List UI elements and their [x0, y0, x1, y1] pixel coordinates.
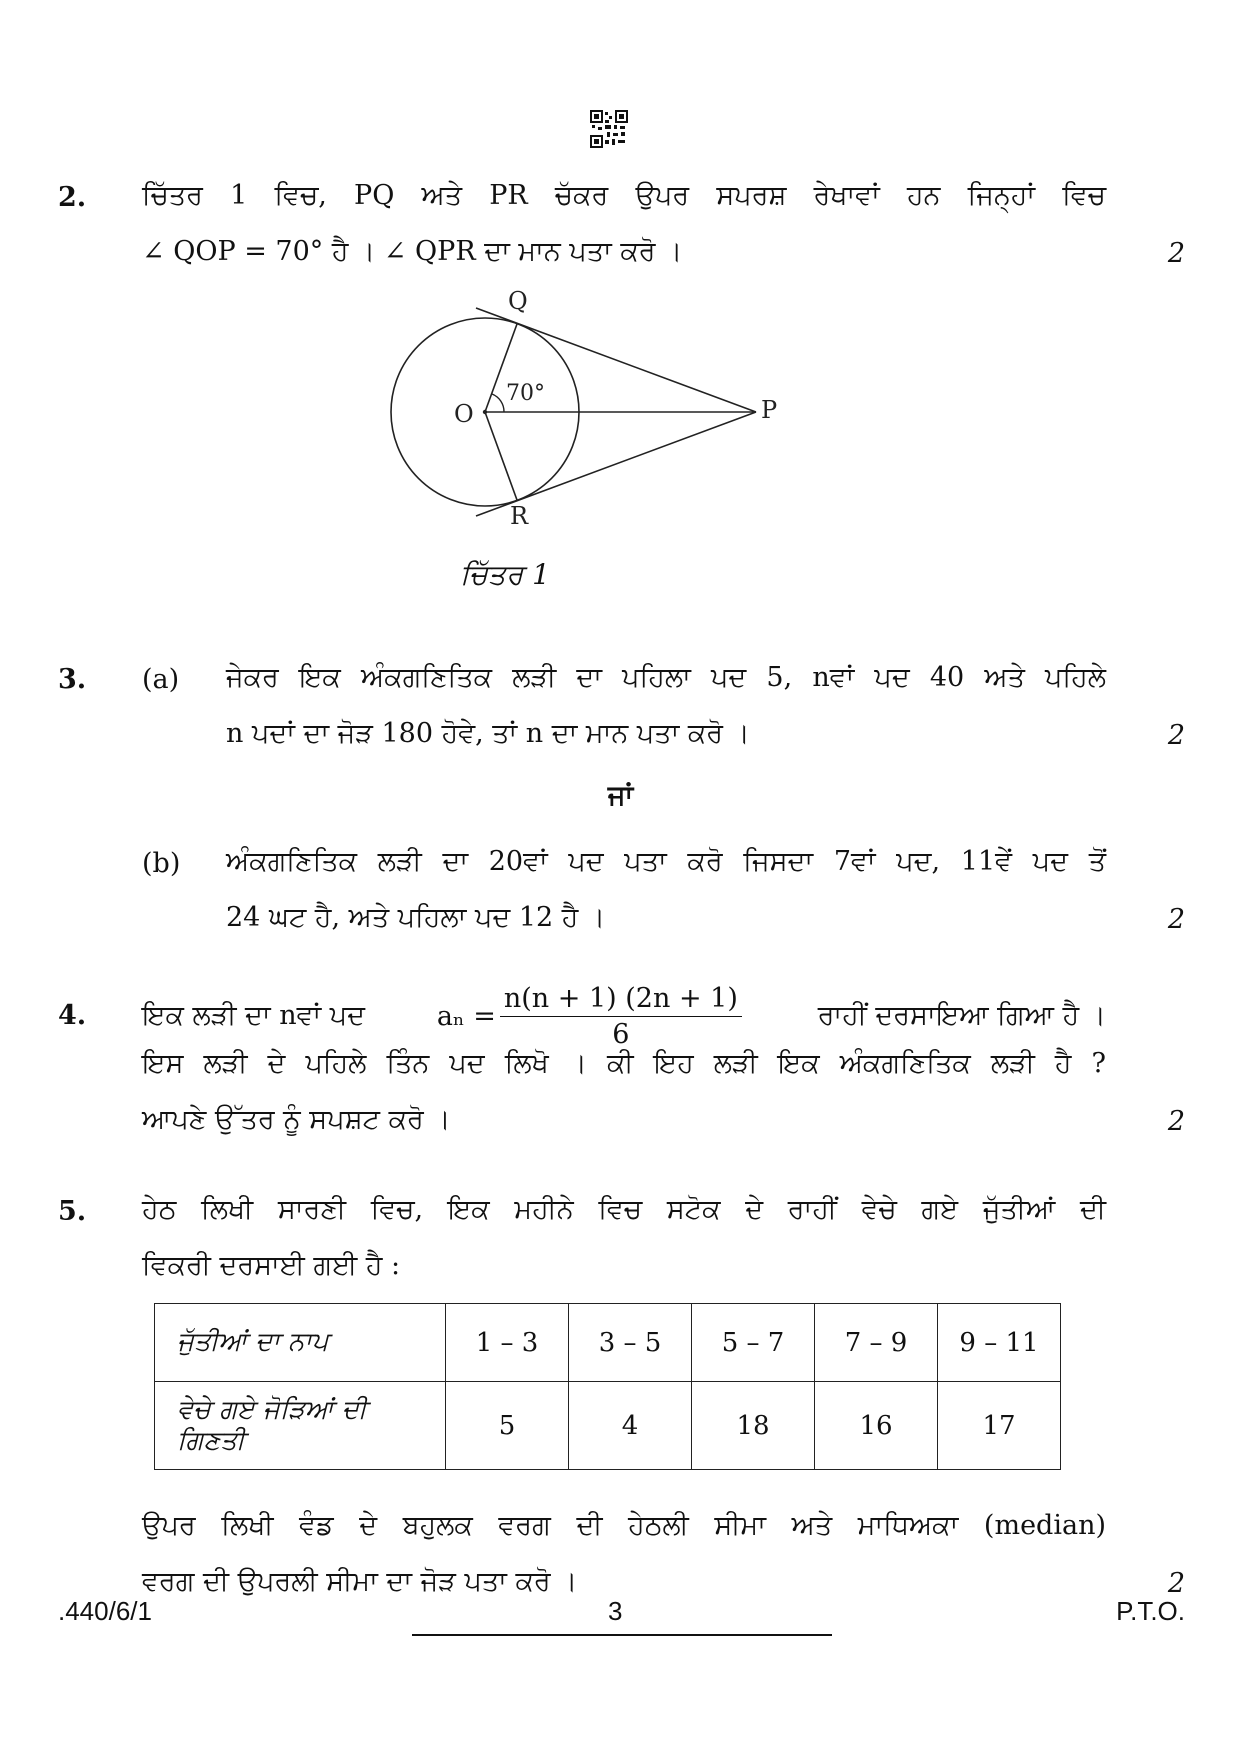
question-number: 5.	[58, 1196, 87, 1227]
fraction	[500, 983, 742, 1050]
table-cell: 7 – 9	[815, 1304, 938, 1382]
table-cell: 18	[692, 1382, 815, 1470]
question-text: ਰਾਹੀਂ ਦਰਸਾਇਆ ਗਿਆ ਹੈ ।	[817, 1000, 1106, 1031]
table-row	[155, 1382, 1061, 1470]
question-text: 24 ਘਟ ਹੈ, ਅਤੇ ਪਹਿਲਾ ਪਦ 12 ਹੈ ।	[226, 902, 606, 933]
table-cell: 1 – 3	[446, 1304, 569, 1382]
question-line-with-fraction	[142, 976, 1106, 1056]
pto-label: P.T.O.	[1116, 1596, 1185, 1626]
question-number: 2.	[58, 182, 87, 213]
tangent-pr	[476, 412, 756, 516]
marks: 2	[1167, 238, 1185, 269]
question-text: ਵਰਗ ਦੀ ਉਪਰਲੀ ਸੀਮਾ ਦਾ ਜੋੜ ਪਤਾ ਕਰੋ ।	[142, 1566, 578, 1597]
circle-tangent-figure	[380, 265, 800, 545]
table-cell: 3 – 5	[569, 1304, 692, 1382]
table-cell: 17	[938, 1382, 1061, 1470]
shoe-sales-table	[154, 1303, 1061, 1470]
table-row	[155, 1304, 1061, 1382]
question-text: ਉਪਰ ਲਿਖੀ ਵੰਡ ਦੇ ਬਹੁਲਕ ਵਰਗ ਦੀ ਹੇਠਲੀ ਸੀਮਾ ਅਤੇ ਮਾਧਿਅਕਾ (median)	[142, 1510, 1106, 1541]
table-header-line: ਗਿਣਤੀ	[177, 1425, 245, 1456]
marks: 2	[1167, 1106, 1185, 1137]
fraction-denominator: 6	[612, 1018, 630, 1050]
table-header-cell: ਜੁੱਤੀਆਂ ਦਾ ਨਾਪ	[155, 1304, 446, 1382]
angle-arc	[492, 394, 504, 412]
label-p: P	[761, 396, 778, 424]
term-symbol: aₙ =	[436, 1000, 496, 1032]
question-number: 3.	[58, 664, 87, 695]
marks: 2	[1167, 1568, 1185, 1599]
table-header-line: ਵੇਚੇ ਗਏ ਜੋੜਿਆਂ ਦੀ	[177, 1394, 367, 1425]
paper-code: .440/6/1	[58, 1596, 152, 1626]
page-number: 3	[608, 1596, 623, 1626]
figure-caption: ਚਿੱਤਰ 1	[460, 558, 550, 591]
marks: 2	[1167, 904, 1185, 935]
center-point	[483, 410, 487, 414]
question-number: 4.	[58, 1000, 87, 1031]
part-label: (a)	[142, 664, 180, 695]
table-cell: 9 – 11	[938, 1304, 1061, 1382]
question-text: ਵਿਕਰੀ ਦਰਸਾਈ ਗਈ ਹੈ :	[142, 1250, 401, 1281]
question-text: ਚਿੱਤਰ 1 ਵਿਚ, PQ ਅਤੇ PR ਚੱਕਰ ਉਪਰ ਸਪਰਸ਼ ਰੇਖਾਵਾਂ ਹਨ ਜਿਨ੍ਹਾਂ ਵਿਚ	[142, 180, 1106, 211]
part-label: (b)	[142, 848, 181, 879]
question-text: n ਪਦਾਂ ਦਾ ਜੋੜ 180 ਹੋਵੇ, ਤਾਂ n ਦਾ ਮਾਨ ਪਤਾ ਕਰੋ ।	[226, 718, 750, 749]
marks: 2	[1167, 720, 1185, 751]
question-text: ਇਸ ਲੜੀ ਦੇ ਪਹਿਲੇ ਤਿੰਨ ਪਦ ਲਿਖੋ । ਕੀ ਇਹ ਲੜੀ ਇਕ ਅੰਕਗਣਿਤਿਕ ਲੜੀ ਹੈ ?	[142, 1048, 1106, 1079]
qr-code	[590, 110, 628, 148]
label-q: Q	[508, 287, 528, 315]
table-cell: 16	[815, 1382, 938, 1470]
table-cell: 5 – 7	[692, 1304, 815, 1382]
label-o: O	[454, 400, 474, 428]
or-divider: ਜਾਂ	[607, 780, 634, 811]
table-cell: 4	[569, 1382, 692, 1470]
question-text: ਹੇਠ ਲਿਖੀ ਸਾਰਣੀ ਵਿਚ, ਇਕ ਮਹੀਨੇ ਵਿਚ ਸਟੋਕ ਦੇ ਰਾਹੀਂ ਵੇਚੇ ਗਏ ਜੁੱਤੀਆਂ ਦੀ	[142, 1194, 1106, 1225]
footer-rule	[412, 1634, 832, 1636]
question-text: ਇਕ ਲੜੀ ਦਾ nਵਾਂ ਪਦ	[142, 1000, 366, 1031]
angle-label: 70°	[506, 381, 545, 406]
question-text: ਆਪਣੇ ਉੱਤਰ ਨੂੰ ਸਪਸ਼ਟ ਕਰੋ ।	[142, 1104, 451, 1135]
label-r: R	[510, 502, 529, 530]
table-header-cell	[155, 1382, 446, 1470]
question-text: ∠ QOP = 70° ਹੈ । ∠ QPR ਦਾ ਮਾਨ ਪਤਾ ਕਰੋ ।	[142, 236, 683, 267]
question-text: ਅੰਕਗਣਿਤਿਕ ਲੜੀ ਦਾ 20ਵਾਂ ਪਦ ਪਤਾ ਕਰੋ ਜਿਸਦਾ 7ਵਾਂ ਪਦ, 11ਵੇਂ ਪਦ ਤੋਂ	[226, 846, 1106, 877]
term-formula	[437, 983, 746, 1050]
radius-or	[485, 412, 517, 500]
table-cell: 5	[446, 1382, 569, 1470]
question-text: ਜੇਕਰ ਇਕ ਅੰਕਗਣਿਤਿਕ ਲੜੀ ਦਾ ਪਹਿਲਾ ਪਦ 5, nਵਾਂ ਪਦ 40 ਅਤੇ ਪਹਿਲੇ	[226, 662, 1106, 693]
fraction-numerator: n(n + 1) (2n + 1)	[500, 983, 742, 1017]
